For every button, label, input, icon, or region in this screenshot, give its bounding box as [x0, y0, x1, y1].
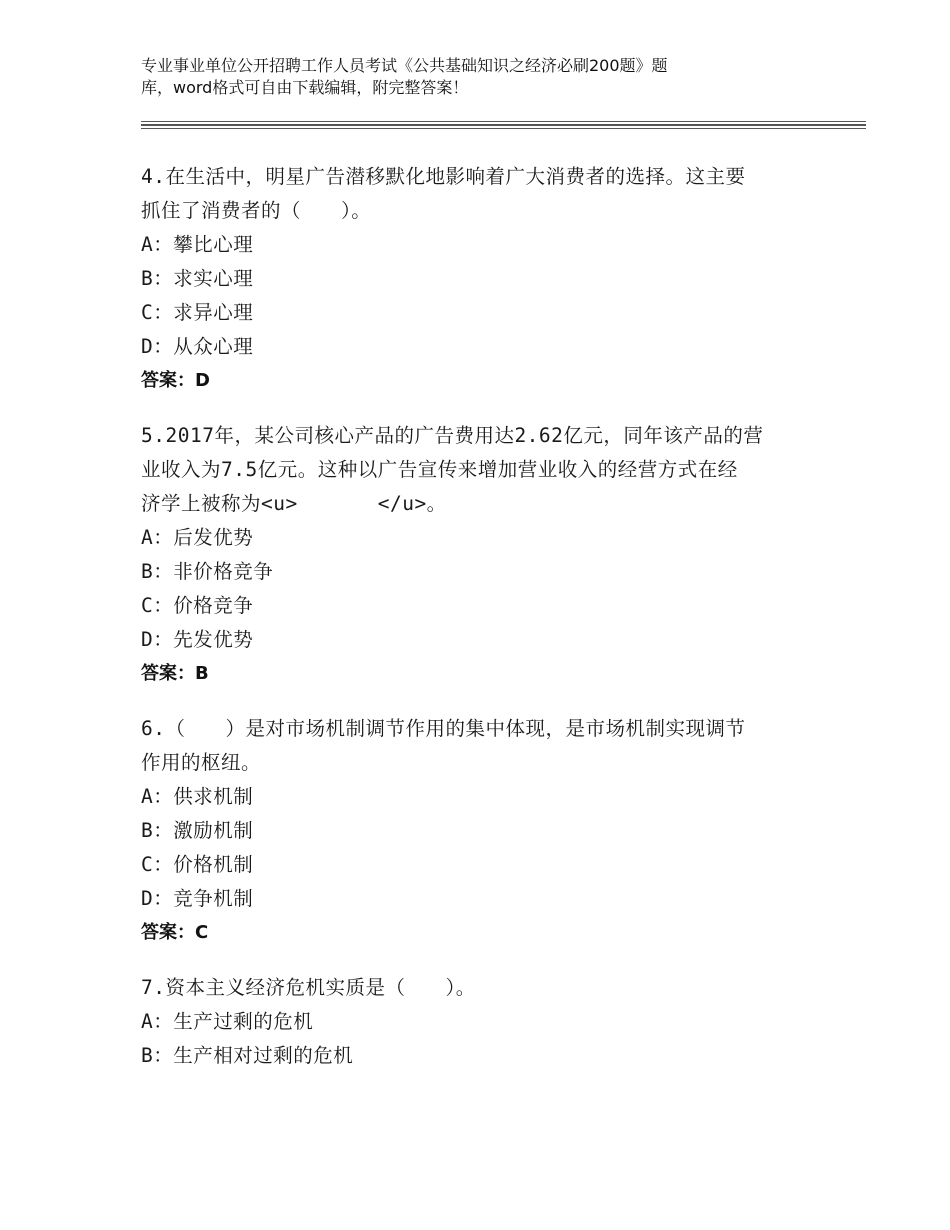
- option-a: A：攀比心理: [141, 233, 254, 256]
- header-divider-middle: [141, 124, 866, 126]
- option-b: B：求实心理: [141, 267, 254, 290]
- document-header: [141, 55, 791, 99]
- question-text-line: 业收入为7.5亿元。这种以广告宣传来增加营业收入的经营方式在经: [141, 458, 738, 481]
- answer: 答案：B: [141, 663, 209, 684]
- question-6: [141, 712, 821, 950]
- option-b: B：生产相对过剩的危机: [141, 1044, 354, 1067]
- question-5: [141, 419, 821, 691]
- header-title-line-1: 专业事业单位公开招聘工作人员考试《公共基础知识之经济必刷200题》题: [141, 56, 668, 75]
- question-text-line: 5.2017年，某公司核心产品的广告费用达2.62亿元，同年该产品的营: [141, 424, 764, 447]
- question-list: [141, 160, 821, 1094]
- option-b: B：激励机制: [141, 819, 254, 842]
- question-text-line: 7.资本主义经济危机实质是（ ）。: [141, 976, 476, 999]
- question-text-line: 作用的枢纽。: [141, 751, 262, 774]
- question-text-line: 济学上被称为<u> </u>。: [141, 492, 447, 515]
- option-d: D：先发优势: [141, 628, 254, 651]
- option-d: D：竞争机制: [141, 887, 254, 910]
- answer: 答案：D: [141, 370, 210, 391]
- option-b: B：非价格竞争: [141, 560, 274, 583]
- option-c: C：求异心理: [141, 301, 254, 324]
- question-7: [141, 971, 821, 1073]
- option-c: C：价格机制: [141, 853, 254, 876]
- question-text-line: 抓住了消费者的（ ）。: [141, 199, 372, 222]
- option-c: C：价格竞争: [141, 594, 254, 617]
- option-d: D：从众心理: [141, 335, 254, 358]
- question-text-line: 6.（ ）是对市场机制调节作用的集中体现，是市场机制实现调节: [141, 717, 746, 740]
- header-divider-bottom: [141, 128, 866, 129]
- option-a: A：供求机制: [141, 785, 254, 808]
- option-a: A：后发优势: [141, 526, 254, 549]
- header-divider-top: [141, 121, 866, 122]
- answer: 答案：C: [141, 922, 209, 943]
- question-text-line: 4.在生活中，明星广告潜移默化地影响着广大消费者的选择。这主要: [141, 165, 746, 188]
- header-title-line-2: 库，word格式可自由下载编辑，附完整答案！: [141, 78, 469, 97]
- option-a: A：生产过剩的危机: [141, 1010, 314, 1033]
- question-4: [141, 160, 821, 398]
